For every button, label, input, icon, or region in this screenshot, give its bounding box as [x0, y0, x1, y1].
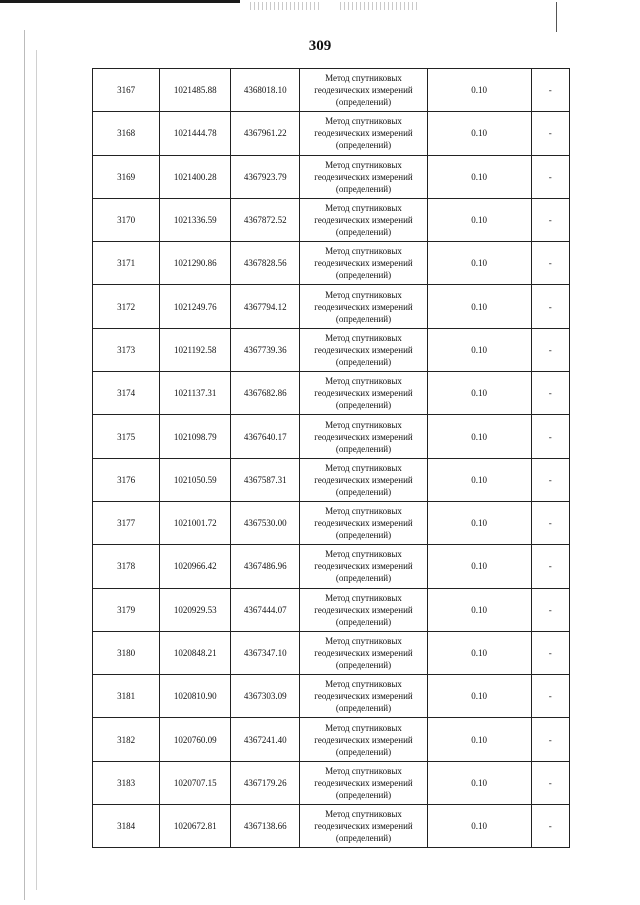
method-cell: Метод спутниковых геодезических измерений (определений) — [300, 805, 427, 848]
point-number-cell: 3184 — [93, 805, 160, 848]
y-coordinate-cell: 4367303.09 — [231, 675, 300, 718]
y-coordinate-cell: 4367486.96 — [231, 545, 300, 588]
note-cell: - — [531, 69, 569, 112]
x-coordinate-cell: 1020810.90 — [160, 675, 231, 718]
accuracy-cell: 0.10 — [427, 675, 531, 718]
method-cell: Метод спутниковых геодезических измерений (определений) — [300, 112, 427, 155]
y-coordinate-cell: 4367347.10 — [231, 631, 300, 674]
table-row — [93, 328, 570, 371]
y-coordinate-cell: 4367530.00 — [231, 501, 300, 544]
point-number-cell: 3181 — [93, 675, 160, 718]
x-coordinate-cell: 1021290.86 — [160, 242, 231, 285]
table-row — [93, 415, 570, 458]
point-number-cell: 3179 — [93, 588, 160, 631]
accuracy-cell: 0.10 — [427, 631, 531, 674]
method-cell: Метод спутниковых геодезических измерений (определений) — [300, 242, 427, 285]
y-coordinate-cell: 4367872.52 — [231, 198, 300, 241]
x-coordinate-cell: 1020672.81 — [160, 805, 231, 848]
x-coordinate-cell: 1021444.78 — [160, 112, 231, 155]
note-cell: - — [531, 415, 569, 458]
y-coordinate-cell: 4367923.79 — [231, 155, 300, 198]
method-cell: Метод спутниковых геодезических измерений (определений) — [300, 69, 427, 112]
table-row — [93, 69, 570, 112]
scan-smudge — [340, 2, 420, 10]
x-coordinate-cell: 1021098.79 — [160, 415, 231, 458]
method-cell: Метод спутниковых геодезических измерений (определений) — [300, 501, 427, 544]
accuracy-cell: 0.10 — [427, 805, 531, 848]
note-cell: - — [531, 155, 569, 198]
method-cell: Метод спутниковых геодезических измерений (определений) — [300, 285, 427, 328]
method-cell: Метод спутниковых геодезических измерений (определений) — [300, 631, 427, 674]
table-row — [93, 242, 570, 285]
method-cell: Метод спутниковых геодезических измерений (определений) — [300, 155, 427, 198]
y-coordinate-cell: 4367961.22 — [231, 112, 300, 155]
page-number: 309 — [308, 38, 332, 54]
note-cell: - — [531, 545, 569, 588]
table-row — [93, 198, 570, 241]
point-number-cell: 3172 — [93, 285, 160, 328]
y-coordinate-cell: 4367828.56 — [231, 242, 300, 285]
table-row — [93, 545, 570, 588]
binding-margin-line — [24, 30, 25, 900]
x-coordinate-cell: 1021001.72 — [160, 501, 231, 544]
method-cell: Метод спутниковых геодезических измерений (определений) — [300, 328, 427, 371]
accuracy-cell: 0.10 — [427, 112, 531, 155]
note-cell: - — [531, 805, 569, 848]
note-cell: - — [531, 501, 569, 544]
point-number-cell: 3174 — [93, 372, 160, 415]
y-coordinate-cell: 4367739.36 — [231, 328, 300, 371]
note-cell: - — [531, 285, 569, 328]
point-number-cell: 3171 — [93, 242, 160, 285]
accuracy-cell: 0.10 — [427, 69, 531, 112]
accuracy-cell: 0.10 — [427, 415, 531, 458]
point-number-cell: 3175 — [93, 415, 160, 458]
note-cell: - — [531, 588, 569, 631]
accuracy-cell: 0.10 — [427, 198, 531, 241]
table-row — [93, 718, 570, 761]
point-number-cell: 3173 — [93, 328, 160, 371]
accuracy-cell: 0.10 — [427, 372, 531, 415]
method-cell: Метод спутниковых геодезических измерений (определений) — [300, 761, 427, 804]
note-cell: - — [531, 328, 569, 371]
table-row — [93, 675, 570, 718]
note-cell: - — [531, 675, 569, 718]
y-coordinate-cell: 4367640.17 — [231, 415, 300, 458]
coordinates-table — [92, 68, 570, 848]
accuracy-cell: 0.10 — [427, 718, 531, 761]
method-cell: Метод спутниковых геодезических измерений (определений) — [300, 198, 427, 241]
point-number-cell: 3177 — [93, 501, 160, 544]
point-number-cell: 3183 — [93, 761, 160, 804]
method-cell: Метод спутниковых геодезических измерений (определений) — [300, 458, 427, 501]
x-coordinate-cell: 1021192.58 — [160, 328, 231, 371]
accuracy-cell: 0.10 — [427, 285, 531, 328]
point-number-cell: 3170 — [93, 198, 160, 241]
point-number-cell: 3168 — [93, 112, 160, 155]
accuracy-cell: 0.10 — [427, 588, 531, 631]
accuracy-cell: 0.10 — [427, 501, 531, 544]
y-coordinate-cell: 4367241.40 — [231, 718, 300, 761]
y-coordinate-cell: 4367587.31 — [231, 458, 300, 501]
method-cell: Метод спутниковых геодезических измерений (определений) — [300, 675, 427, 718]
accuracy-cell: 0.10 — [427, 328, 531, 371]
note-cell: - — [531, 631, 569, 674]
table-row — [93, 285, 570, 328]
accuracy-cell: 0.10 — [427, 242, 531, 285]
x-coordinate-cell: 1021050.59 — [160, 458, 231, 501]
accuracy-cell: 0.10 — [427, 545, 531, 588]
method-cell: Метод спутниковых геодезических измерений (определений) — [300, 718, 427, 761]
method-cell: Метод спутниковых геодезических измерений (определений) — [300, 545, 427, 588]
x-coordinate-cell: 1020929.53 — [160, 588, 231, 631]
x-coordinate-cell: 1020966.42 — [160, 545, 231, 588]
x-coordinate-cell: 1021249.76 — [160, 285, 231, 328]
note-cell: - — [531, 458, 569, 501]
accuracy-cell: 0.10 — [427, 458, 531, 501]
scan-edge-tick — [556, 2, 557, 32]
table-row — [93, 155, 570, 198]
binding-margin-line — [36, 50, 37, 890]
table-row — [93, 501, 570, 544]
x-coordinate-cell: 1021400.28 — [160, 155, 231, 198]
note-cell: - — [531, 761, 569, 804]
scan-edge-line — [0, 0, 240, 3]
y-coordinate-cell: 4367682.86 — [231, 372, 300, 415]
note-cell: - — [531, 198, 569, 241]
table-row — [93, 805, 570, 848]
x-coordinate-cell: 1020707.15 — [160, 761, 231, 804]
method-cell: Метод спутниковых геодезических измерений (определений) — [300, 372, 427, 415]
note-cell: - — [531, 242, 569, 285]
table-row — [93, 588, 570, 631]
point-number-cell: 3178 — [93, 545, 160, 588]
y-coordinate-cell: 4367794.12 — [231, 285, 300, 328]
x-coordinate-cell: 1020848.21 — [160, 631, 231, 674]
y-coordinate-cell: 4367444.07 — [231, 588, 300, 631]
accuracy-cell: 0.10 — [427, 155, 531, 198]
accuracy-cell: 0.10 — [427, 761, 531, 804]
y-coordinate-cell: 4367138.66 — [231, 805, 300, 848]
coordinates-table-body — [93, 69, 570, 848]
point-number-cell: 3180 — [93, 631, 160, 674]
point-number-cell: 3169 — [93, 155, 160, 198]
table-row — [93, 631, 570, 674]
table-row — [93, 112, 570, 155]
point-number-cell: 3176 — [93, 458, 160, 501]
method-cell: Метод спутниковых геодезических измерений (определений) — [300, 415, 427, 458]
table-row — [93, 372, 570, 415]
note-cell: - — [531, 718, 569, 761]
point-number-cell: 3167 — [93, 69, 160, 112]
note-cell: - — [531, 112, 569, 155]
scan-smudge — [250, 2, 320, 10]
point-number-cell: 3182 — [93, 718, 160, 761]
method-cell: Метод спутниковых геодезических измерений (определений) — [300, 588, 427, 631]
table-row — [93, 761, 570, 804]
x-coordinate-cell: 1020760.09 — [160, 718, 231, 761]
x-coordinate-cell: 1021485.88 — [160, 69, 231, 112]
y-coordinate-cell: 4367179.26 — [231, 761, 300, 804]
y-coordinate-cell: 4368018.10 — [231, 69, 300, 112]
x-coordinate-cell: 1021336.59 — [160, 198, 231, 241]
table-row — [93, 458, 570, 501]
note-cell: - — [531, 372, 569, 415]
x-coordinate-cell: 1021137.31 — [160, 372, 231, 415]
